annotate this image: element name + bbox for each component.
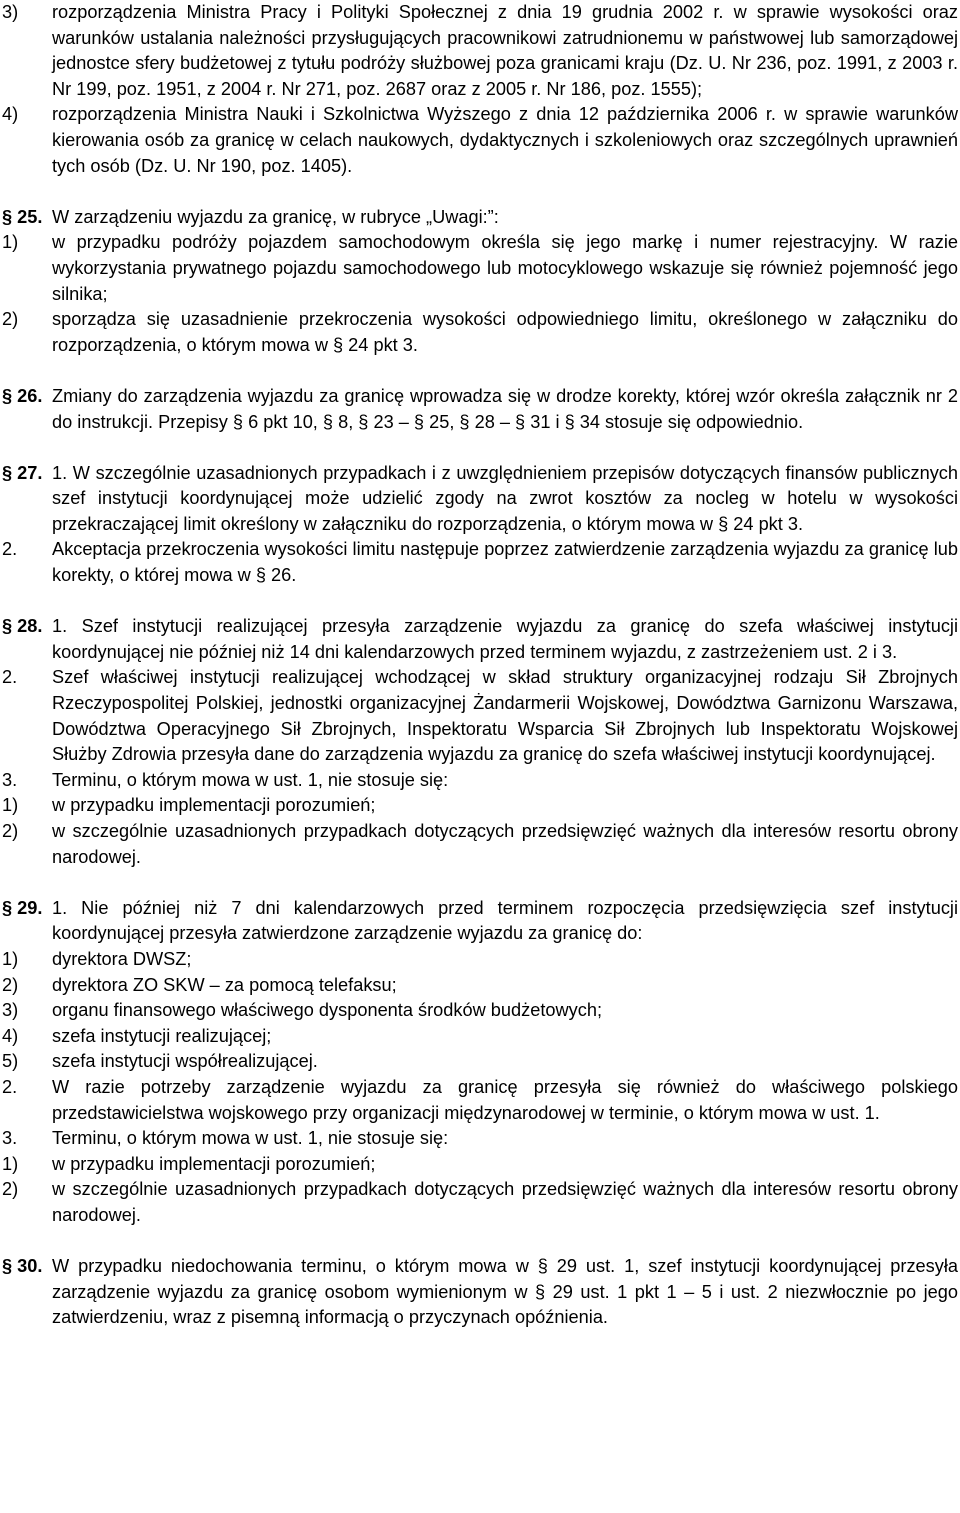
item-number: 1) <box>2 948 19 969</box>
list-item <box>2 230 958 307</box>
section-text: W zarządzeniu wyjazdu za granicę, w rubryce „Uwagi:”: <box>52 206 499 227</box>
section-paragraph <box>2 614 958 665</box>
item-text: dyrektora ZO SKW – za pomocą telefaksu; <box>52 974 397 995</box>
list-item <box>2 819 958 870</box>
section-paragraph <box>2 461 958 538</box>
section-text: 1. Nie później niż 7 dni kalendarzowych przed terminem rozpoczęcia przedsięwzięcia szef instytucji koordynującej przesyła zatwierdzone zarządzenie wyjazdu za granicę do: <box>52 897 958 944</box>
item-text: Akceptacja przekroczenia wysokości limitu następuje poprzez zatwierdzenie zarządzenia wyjazdu za granicę lub korekty, o której mowa w § 26. <box>52 539 958 586</box>
list-item <box>2 537 958 588</box>
item-number: 3. <box>2 769 18 790</box>
item-text: w przypadku implementacji porozumień; <box>52 1153 376 1174</box>
item-number: 3) <box>2 2 19 22</box>
item-text: w szczególnie uzasadnionych przypadkach dotyczących przedsięwzięć ważnych dla interesów resortu obrony narodowej. <box>52 1179 958 1225</box>
list-item <box>2 973 958 999</box>
section-text: Zmiany do zarządzenia wyjazdu za granicę wprowadza się w drodze korekty, której wzór określa załącznik nr 2 do instrukcji. Przepisy § 6 pkt 10, § 8, § 23 – § 25, § 28 – § 31 i § 34 stosuje się odpowiednio. <box>52 385 958 432</box>
list-item <box>2 947 958 973</box>
list-item <box>2 1024 958 1050</box>
section-text: 1. Szef instytucji realizującej przesyła zarządzenie wyjazdu za granicę do szefa właściwej instytucji koordynującej nie później niż 14 dni kalendarzowych przed terminem wyjazdu, z zastrzeżeniem ust. 2 i 3. <box>52 616 958 662</box>
item-number: 2) <box>2 974 19 995</box>
section-paragraph <box>2 205 958 231</box>
list-item <box>2 1126 958 1152</box>
item-number: 2) <box>2 821 19 841</box>
section-paragraph <box>2 384 958 435</box>
item-text: Szef właściwej instytucji realizującej wchodzącej w skład struktury organizacyjnej rodzaju Sił Zbrojnych Rzeczypospolitej Polskiej, jednostki organizacyjnej Żandarmerii Wojskowej, Dowództwa Garnizonu Warszawa, Dowództwa Operacyjnego Sił Zbrojnych, Inspektoratu Wsparcia Sił Zbrojnych lub Inspektoratu Wojskowej Służby Zdrowia przesyła dane do zarządzenia wyjazdu za granicę do szefa właściwej instytucji koordynującej. <box>52 667 958 765</box>
item-text: rozporządzenia Ministra Nauki i Szkolnictwa Wyższego z dnia 12 października 2006 r. w sprawie warunków kierowania osób za granicę w celach naukowych, dydaktycznych i szkoleniowych oraz szczególnych uprawnień tych osób (Dz. U. Nr 190, poz. 1405). <box>52 104 958 176</box>
item-text: w przypadku implementacji porozumień; <box>52 795 376 816</box>
list-item <box>2 1075 958 1126</box>
item-text: dyrektora DWSZ; <box>52 948 192 969</box>
item-text: rozporządzenia Ministra Pracy i Polityki Społecznej z dnia 19 grudnia 2002 r. w sprawie wysokości oraz warunków ustalania należności przysługujących pracownikowi zatrudnionemu w państwowej lub samorządowej jednostce sfery budżetowej z tytułu podróży służbowej poza granicami kraju (Dz. U. Nr 236, poz. 1991, z 2003 r. Nr 199, poz. 1951, z 2004 r. Nr 271, poz. 2687 oraz z 2005 r. Nr 186, poz. 1555); <box>52 2 958 99</box>
item-text: szefa instytucji współrealizującej. <box>52 1051 318 1072</box>
item-text: w szczególnie uzasadnionych przypadkach dotyczących przedsięwzięć ważnych dla interesów resortu obrony narodowej. <box>52 821 958 867</box>
list-item <box>2 1177 958 1228</box>
list-item <box>2 768 958 794</box>
section-paragraph <box>2 1254 958 1331</box>
item-number: 2) <box>2 1179 19 1200</box>
list-item <box>2 102 958 179</box>
item-number: 1) <box>2 1153 19 1174</box>
section-number: § 27. <box>2 462 43 483</box>
list-item <box>2 307 958 358</box>
section-text: 1. W szczególnie uzasadnionych przypadkach i z uwzględnieniem przepisów dotyczących finansów publicznych szef instytucji koordynującej może udzielić zgody na zwrot kosztów za nocleg w hotelu w wysokości przekraczającej limit określony w załączniku do rozporządzenia, o którym mowa w § 24 pkt 3. <box>52 462 958 534</box>
item-text: w przypadku podróży pojazdem samochodowym określa się jego markę i numer rejestracyjny. W razie wykorzystania prywatnego pojazdu samochodowego lub motocyklowego wskazuje się również pojemność jego silnika; <box>52 232 958 304</box>
list-item <box>2 1049 958 1075</box>
document-page <box>2 0 958 1331</box>
item-number: 2) <box>2 309 19 330</box>
item-number: 1) <box>2 795 19 816</box>
list-item <box>2 998 958 1024</box>
item-text: W razie potrzeby zarządzenie wyjazdu za granicę przesyła się również do właściwego polskiego przedstawicielstwa wojskowego przy organizacji międzynarodowej w terminie, o którym mowa w ust. 1. <box>52 1076 958 1123</box>
list-item <box>2 793 958 819</box>
item-number: 2. <box>2 1076 18 1097</box>
item-number: 3) <box>2 1000 19 1021</box>
item-number: 5) <box>2 1051 19 1072</box>
list-item <box>2 0 958 102</box>
item-number: 2. <box>2 667 18 688</box>
section-number: § 25. <box>2 206 43 227</box>
item-text: Terminu, o którym mowa w ust. 1, nie stosuje się: <box>52 1128 449 1149</box>
section-text: W przypadku niedochowania terminu, o którym mowa w § 29 ust. 1, szef instytucji koordynującej przesyła zarządzenie wyjazdu za granicę osobom wymienionym w § 29 ust. 1 pkt 1 – 5 i ust. 2 niezwłocznie po jego zatwierdzeniu, wraz z pisemną informacją o przyczynach opóźnienia. <box>52 1256 958 1328</box>
section-number: § 29. <box>2 897 43 918</box>
item-number: 1) <box>2 232 19 253</box>
section-number: § 26. <box>2 385 43 406</box>
item-number: 3. <box>2 1128 18 1149</box>
section-number: § 28. <box>2 616 43 637</box>
list-item <box>2 665 958 767</box>
section-number: § 30. <box>2 1256 43 1277</box>
section-paragraph <box>2 896 958 947</box>
item-text: Terminu, o którym mowa w ust. 1, nie stosuje się: <box>52 769 449 790</box>
item-text: sporządza się uzasadnienie przekroczenia wysokości odpowiedniego limitu, określonego w załączniku do rozporządzenia, o którym mowa w § 24 pkt 3. <box>52 309 958 355</box>
item-number: 4) <box>2 1025 19 1046</box>
list-item <box>2 1152 958 1178</box>
item-text: organu finansowego właściwego dysponenta środków budżetowych; <box>52 1000 603 1021</box>
item-number: 4) <box>2 104 19 125</box>
item-text: szefa instytucji realizującej; <box>52 1025 272 1046</box>
item-number: 2. <box>2 539 18 560</box>
